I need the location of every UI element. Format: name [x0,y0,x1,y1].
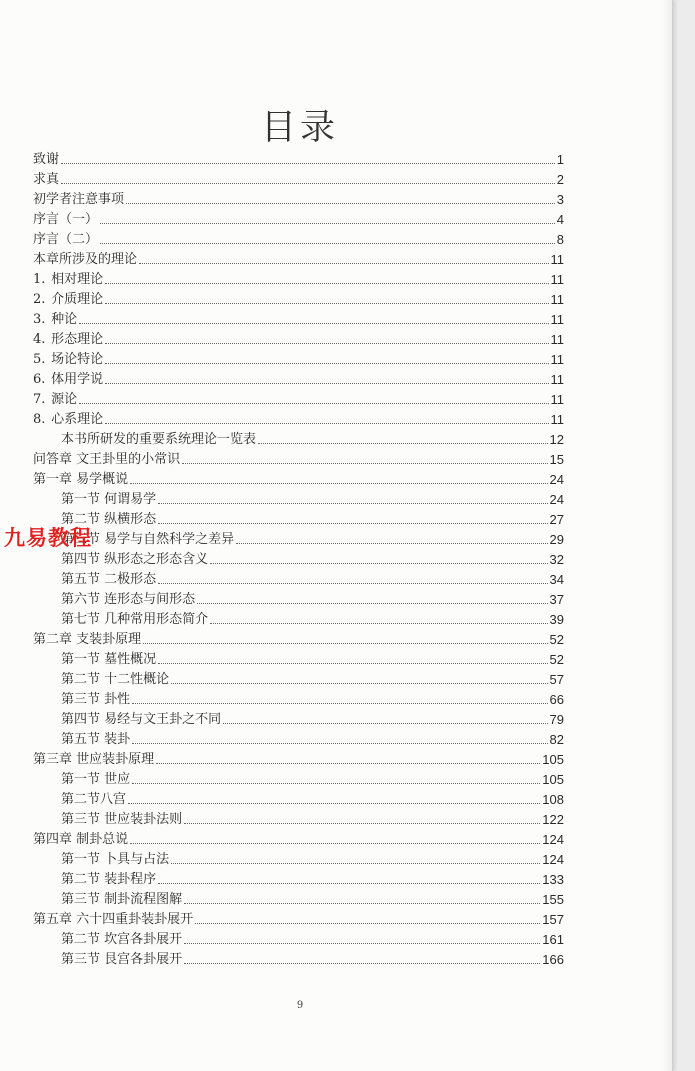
toc-entry-label [61,892,182,908]
toc-entry[interactable] [33,628,564,648]
toc-entry-label [61,772,130,788]
toc-entry-label [33,192,124,208]
dot-leader [184,903,540,904]
toc-entry-text: 求真 [33,172,60,187]
toc-entry-page: 34 [549,572,564,587]
toc-entry-label [33,632,141,648]
toc-entry-label [33,352,103,368]
toc-entry-label [61,712,221,728]
toc-entry-label [61,692,130,708]
toc-entry-number: 4. [33,332,46,347]
toc-entry[interactable] [33,348,564,368]
toc-entry-text: 致谢 [33,152,60,167]
dot-leader [105,423,548,424]
toc-entry-text: 第六节 连形态与间形态 [61,592,196,607]
dot-leader [156,763,540,764]
dot-leader [210,563,547,564]
toc-entry-label [61,852,169,868]
toc-entry-page: 11 [550,352,564,367]
toc-entry-page: 105 [542,752,564,767]
dot-leader [105,343,548,344]
toc-entry-text: 第一节 世应 [61,772,131,787]
toc-entry-page: 1 [556,152,564,167]
toc-entry[interactable] [33,728,564,748]
dot-leader [105,303,548,304]
toc-entry-text: 场论特论 [51,352,104,367]
toc-entry-page: 11 [550,392,564,407]
toc-entry[interactable] [33,868,564,888]
toc-entry-number: 7. [33,392,46,407]
toc-entry-page: 108 [542,792,564,807]
toc-entry-label [33,292,103,308]
toc-entry[interactable] [33,428,564,448]
dot-leader [132,783,540,784]
dot-leader [100,223,555,224]
dot-leader [132,743,547,744]
toc-entry-label [33,172,59,188]
toc-entry-number: 8. [33,412,46,427]
toc-entry[interactable] [33,268,564,288]
dot-leader [184,823,540,824]
dot-leader [223,723,547,724]
toc-entry-label [61,812,182,828]
toc-entry-page: 29 [549,532,564,547]
toc-entry-number: 3. [33,312,46,327]
watermark-text: 九易教程 [4,526,92,550]
toc-entry-label [33,252,137,268]
dot-leader [61,163,555,164]
toc-entry[interactable] [33,548,564,568]
toc-entry-label [61,932,182,948]
toc-entry[interactable] [33,808,564,828]
toc-entry-number: 1. [33,272,46,287]
toc-entry-page: 2 [556,172,564,187]
dot-leader [143,643,547,644]
toc-entry-page: 27 [549,512,564,527]
toc-entry-number: 6. [33,372,46,387]
page-title: 目录 [260,108,339,148]
toc-entry-text: 第四节 纵形态之形态含义 [61,552,209,567]
toc-entry-number: 2. [33,292,46,307]
toc-entry[interactable] [33,308,564,328]
toc-entry-label [33,212,98,228]
toc-entry-label [61,432,256,448]
toc-entry-page: 11 [550,412,564,427]
toc-entry[interactable] [33,228,564,248]
toc-entry-label [33,272,103,288]
dot-leader [79,403,548,404]
toc-entry-text: 问答章 文王卦里的小常识 [33,452,181,467]
toc-entry[interactable] [33,928,564,948]
toc-entry-page: 52 [549,632,564,647]
dot-leader [236,543,547,544]
dot-leader [105,283,548,284]
toc-entry-label [33,452,180,468]
toc-entry-text: 第三节 制卦流程图解 [61,892,183,907]
toc-entry-label [61,592,195,608]
dot-leader [158,663,547,664]
toc-entry-page: 79 [549,712,564,727]
toc-entry[interactable] [33,748,564,768]
toc-entry-label [33,472,128,488]
toc-entry-page: 15 [549,452,564,467]
toc-entry-text: 序言（一） [33,212,99,227]
dot-leader [130,483,547,484]
toc-entry-text: 第一章 易学概说 [33,472,129,487]
toc-entry-text: 第一节 卜具与占法 [61,852,170,867]
toc-entry-page: 82 [549,732,564,747]
toc-entry-page: 11 [550,312,564,327]
toc-entry[interactable] [33,688,564,708]
page-number-footer: 9 [296,1000,304,1011]
toc-entry-page: 11 [550,252,564,267]
toc-entry[interactable] [33,708,564,728]
dot-leader [197,603,547,604]
dot-leader [126,203,555,204]
toc-entry-text: 第二节 坎宫各卦展开 [61,932,183,947]
toc-entry-label [33,412,103,428]
dot-leader [79,323,548,324]
toc-entry-page: 66 [549,692,564,707]
toc-entry-label [61,492,156,508]
toc-entry[interactable] [33,328,564,348]
toc-entry-page: 155 [542,892,564,907]
dot-leader [61,183,555,184]
toc-entry[interactable] [33,208,564,228]
toc-entry-page: 11 [550,332,564,347]
toc-entry[interactable] [33,588,564,608]
toc-entry-text: 序言（二） [33,232,99,247]
toc-entry[interactable] [33,648,564,668]
toc-entry[interactable] [33,508,564,528]
toc-entry-number: 5. [33,352,46,367]
toc-entry[interactable] [33,668,564,688]
toc-entry-page: 157 [542,912,564,927]
toc-entry[interactable] [33,768,564,788]
dot-leader [128,803,540,804]
toc-entry[interactable] [33,448,564,468]
dot-leader [158,503,547,504]
toc-entry-page: 105 [542,772,564,787]
toc-entry-page: 11 [550,372,564,387]
toc-entry[interactable] [33,908,564,928]
toc-entry-label [61,732,130,748]
toc-entry-text: 本书所研发的重要系统理论一览表 [61,432,257,447]
toc-entry-page: 4 [556,212,564,227]
dot-leader [184,963,540,964]
toc-entry-label [33,832,128,848]
toc-entry-label [33,232,98,248]
toc-entry-label [61,792,126,808]
toc-entry-text: 第五节 二极形态 [61,572,157,587]
dot-leader [195,923,540,924]
toc-entry-text: 第七节 几种常用形态简介 [61,612,209,627]
toc-entry[interactable] [33,188,564,208]
toc-entry[interactable] [33,388,564,408]
toc-entry[interactable] [33,788,564,808]
toc-entry-page: 24 [549,492,564,507]
toc-entry-label [61,612,208,628]
table-of-contents [33,148,564,968]
toc-entry-label [33,332,103,348]
toc-entry-label [33,752,154,768]
toc-entry-text: 第五节 装卦 [61,732,131,747]
toc-entry-text: 第二节 十二性概论 [61,672,170,687]
toc-entry-text: 本章所涉及的理论 [33,252,138,267]
toc-entry-page: 124 [542,832,564,847]
dot-leader [184,943,540,944]
toc-entry[interactable] [33,288,564,308]
toc-entry-label [33,392,77,408]
toc-entry-page: 11 [550,272,564,287]
toc-entry-page: 122 [542,812,564,827]
toc-entry-text: 第一节 墓性概况 [61,652,157,667]
toc-entry[interactable] [33,488,564,508]
toc-entry-text: 介质理论 [51,292,104,307]
toc-entry-text: 第三节 易学与自然科学之差异 [61,532,235,547]
toc-entry[interactable] [33,888,564,908]
toc-entry[interactable] [33,368,564,388]
dot-leader [105,363,548,364]
toc-entry-text: 第二章 支装卦原理 [33,632,142,647]
toc-entry-page: 3 [556,192,564,207]
toc-entry[interactable] [33,568,564,588]
toc-entry[interactable] [33,828,564,848]
toc-entry-page: 52 [549,652,564,667]
toc-entry-page: 32 [549,552,564,567]
toc-entry-text: 第一节 何谓易学 [61,492,157,507]
toc-entry-label [61,952,182,968]
toc-entry-page: 8 [556,232,564,247]
dot-leader [132,703,547,704]
toc-entry-text: 第二节 纵横形态 [61,512,157,527]
toc-entry-page: 166 [542,952,564,967]
toc-entry-text: 心系理论 [51,412,104,427]
dot-leader [158,883,540,884]
toc-entry-text: 第三节 艮宫各卦展开 [61,952,183,967]
toc-entry-label [61,552,208,568]
toc-entry-text: 第三节 世应装卦法则 [61,812,183,827]
toc-entry[interactable] [33,168,564,188]
toc-entry-label [61,872,156,888]
toc-entry-page: 124 [542,852,564,867]
toc-entry-text: 种论 [51,312,78,327]
dot-leader [182,463,547,464]
toc-entry-text: 第三章 世应装卦原理 [33,752,155,767]
dot-leader [100,243,555,244]
dot-leader [139,263,548,264]
toc-entry-page: 133 [542,872,564,887]
toc-entry-page: 57 [549,672,564,687]
dot-leader [258,443,548,444]
toc-entry[interactable] [33,468,564,488]
dot-leader [171,863,540,864]
toc-entry[interactable] [33,148,564,168]
toc-entry-page: 161 [542,932,564,947]
toc-entry-text: 第二节 装卦程序 [61,872,157,887]
dot-leader [158,583,547,584]
toc-entry-text: 第五章 六十四重卦装卦展开 [33,912,194,927]
dot-leader [171,683,547,684]
toc-entry[interactable] [33,948,564,968]
toc-entry-page: 12 [549,432,564,447]
toc-entry-text: 第四节 易经与文王卦之不同 [61,712,222,727]
toc-entry-label [61,652,156,668]
dot-leader [105,383,548,384]
toc-entry-label [33,312,77,328]
toc-entry[interactable] [33,528,564,548]
toc-entry[interactable] [33,408,564,428]
dot-leader [130,843,540,844]
toc-entry-text: 初学者注意事项 [33,192,125,207]
toc-entry[interactable] [33,848,564,868]
toc-entry-label [33,152,59,168]
toc-entry-text: 第四章 制卦总说 [33,832,129,847]
toc-entry-page: 24 [549,472,564,487]
dot-leader [210,623,547,624]
toc-entry-text: 相对理论 [51,272,104,287]
toc-entry-text: 形态理论 [51,332,104,347]
toc-entry[interactable] [33,248,564,268]
toc-entry-label [61,572,156,588]
toc-entry-text: 源论 [51,392,78,407]
toc-entry-page: 37 [549,592,564,607]
toc-entry-text: 第二节八宫 [61,792,127,807]
toc-entry[interactable] [33,608,564,628]
toc-entry-text: 体用学说 [51,372,104,387]
toc-entry-label [61,672,169,688]
toc-entry-label [33,372,103,388]
toc-entry-page: 11 [550,292,564,307]
dot-leader [158,523,547,524]
toc-entry-label [33,912,193,928]
toc-entry-text: 第三节 卦性 [61,692,131,707]
toc-entry-page: 39 [549,612,564,627]
